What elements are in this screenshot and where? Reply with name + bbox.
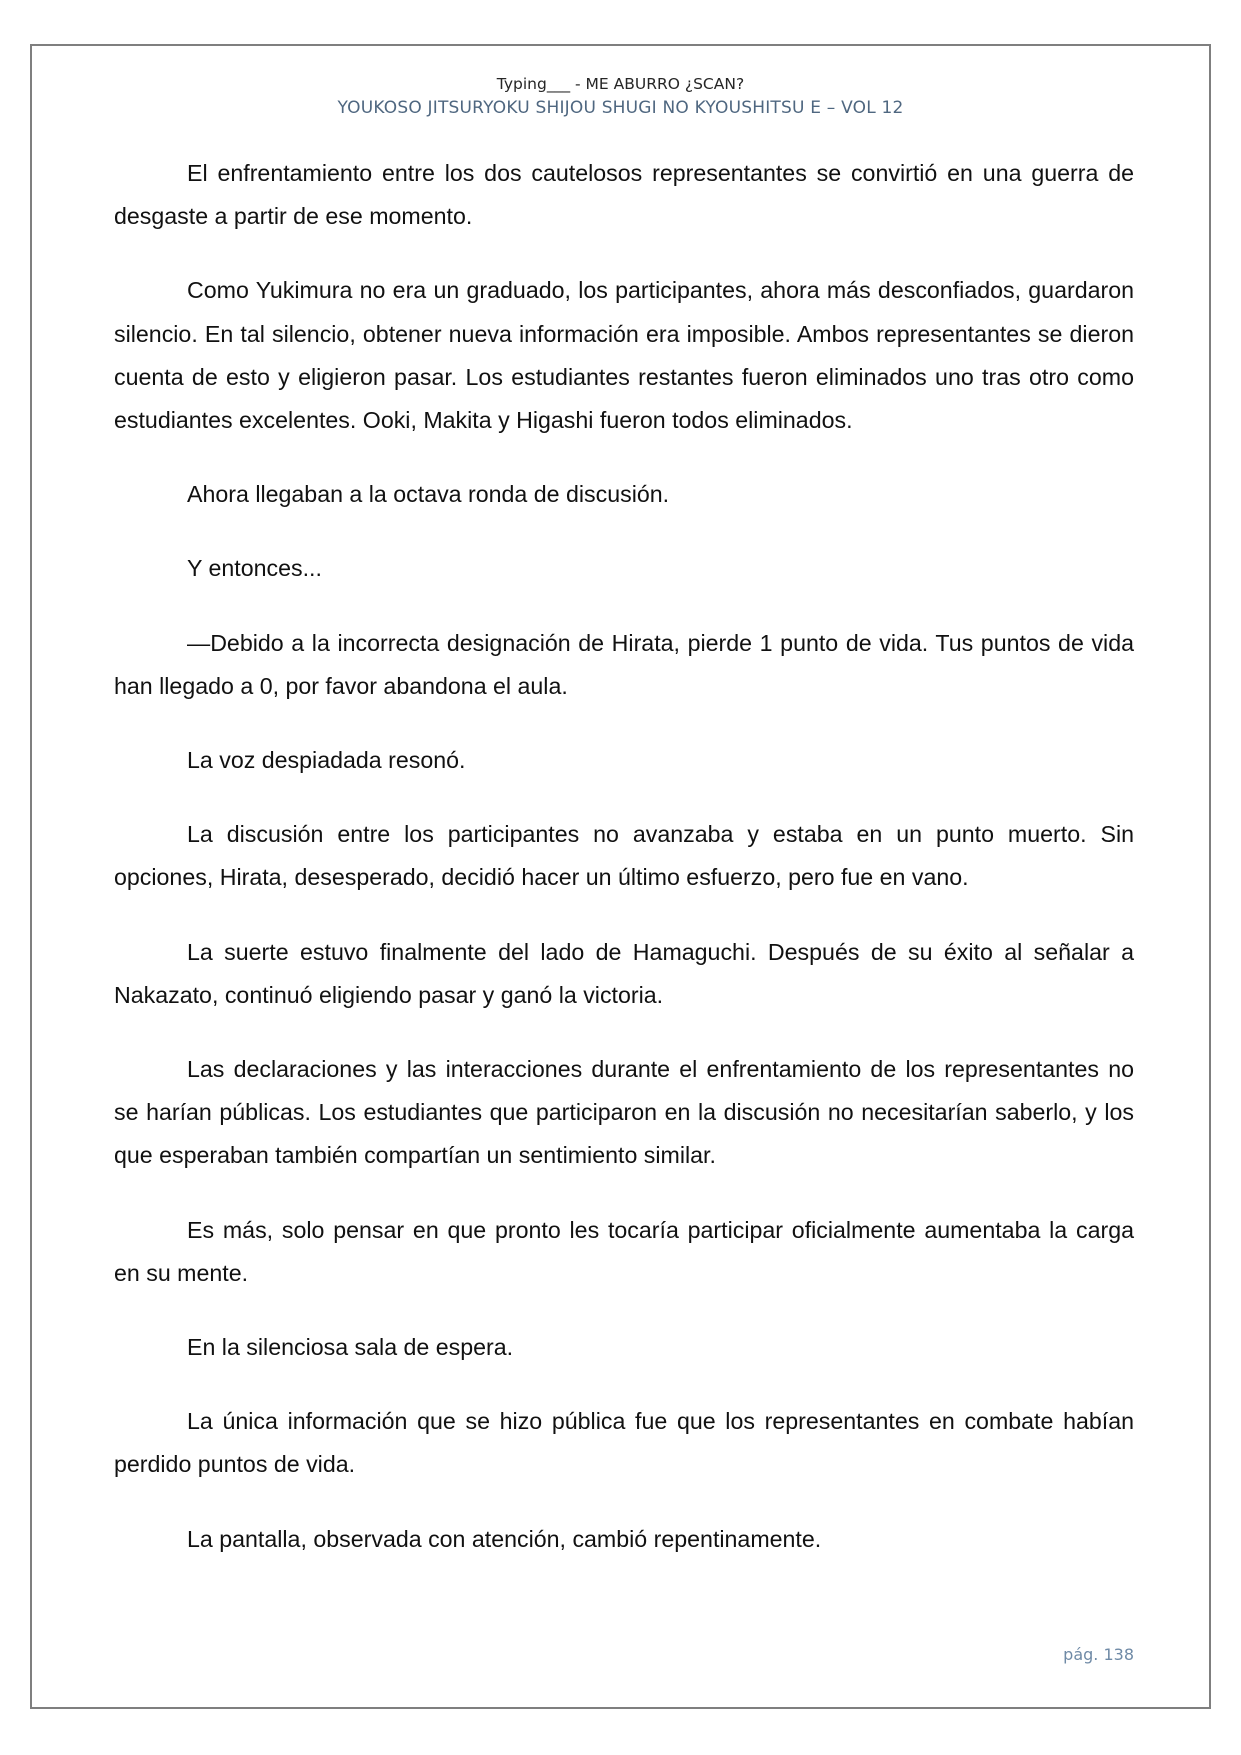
header-book-title: YOUKOSO JITSURYOKU SHIJOU SHUGI NO KYOUSHITSU E – VOL 12 (337, 98, 904, 118)
paragraph: Y entonces... (187, 555, 322, 582)
paragraph: —Debido a la incorrecta designación de Hirata, pierde 1 punto de vida. Tus puntos de vida han llegado a 0, por favor abandona el aula. (114, 629, 1134, 699)
paragraph: La voz despiadada resonó. (187, 747, 466, 774)
paragraph: La pantalla, observada con atención, cambió repentinamente. (187, 1525, 822, 1552)
header-credit: Typing___ - ME ABURRO ¿SCAN? (496, 75, 745, 93)
paragraph: Es más, solo pensar en que pronto les tocaría participar oficialmente aumentaba la carga en su mente. (114, 1216, 1134, 1286)
paragraph: El enfrentamiento entre los dos cautelosos representantes se convirtió en una guerra de desgaste a partir de ese momento. (114, 160, 1134, 230)
paragraph: Ahora llegaban a la octava ronda de discusión. (187, 481, 670, 508)
page-header (32, 72, 1209, 120)
paragraph: La discusión entre los participantes no avanzaba y estaba en un punto muerto. Sin opciones, Hirata, desesperado, decidió hacer un último esfuerzo, pero fue en vano. (114, 821, 1134, 891)
paragraph: En la silenciosa sala de espera. (187, 1334, 514, 1361)
body-text (114, 152, 1134, 1592)
page-number: pág. 138 (1063, 1645, 1134, 1664)
paragraph: Las declaraciones y las interacciones durante el enfrentamiento de los representantes no se harían públicas. Los estudiantes que participaron en la discusión no necesitarían saberlo, y los que esperaban también compartían un sentimiento similar. (114, 1056, 1134, 1169)
paragraph: La única información que se hizo pública fue que los representantes en combate habían perdido puntos de vida. (114, 1408, 1134, 1478)
paragraph: Como Yukimura no era un graduado, los participantes, ahora más desconfiados, guardaron silencio. En tal silencio, obtener nueva información era imposible. Ambos representantes se dieron cuenta de esto y eligieron pasar. Los estudiantes restantes fueron eliminados uno tras otro como estudiantes excelentes. Ooki, Makita y Higashi fueron todos eliminados. (114, 277, 1134, 434)
paragraph: La suerte estuvo finalmente del lado de Hamaguchi. Después de su éxito al señalar a Nakazato, continuó eligiendo pasar y ganó la victoria. (114, 938, 1134, 1008)
